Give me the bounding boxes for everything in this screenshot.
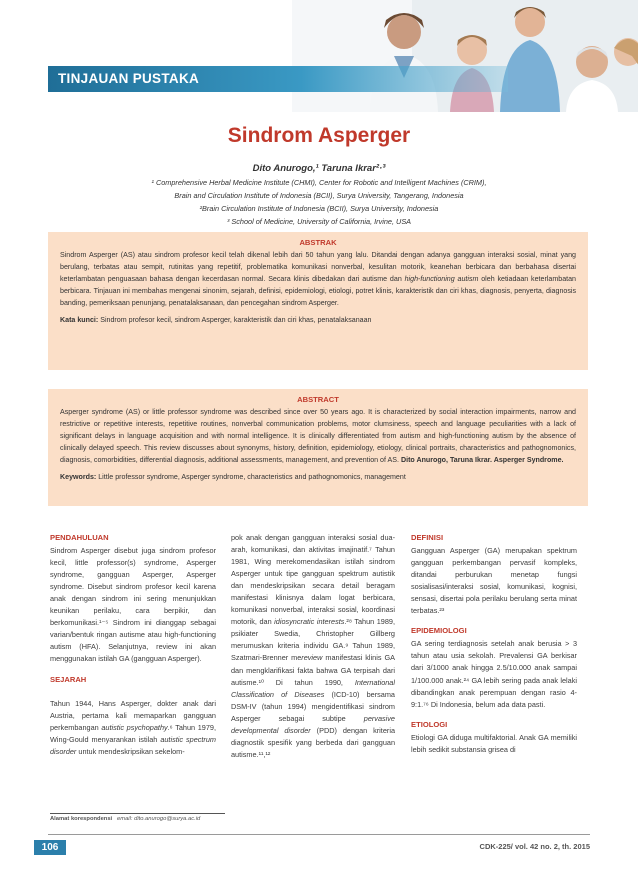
section-band [48, 66, 508, 92]
paragraph-etiologi: Etiologi GA diduga multifaktorial. Anak GA memiliki lebih sedikit substansia grisea di [411, 732, 577, 754]
paragraph-sejarah-start: Tahun 1944, Hans Asperger, dokter anak dari Austria, pertama kali memaparkan gangguan perkembangan autistic psychopathy.⁶ Tahun 1979, Wing-Gould menyarankan istilah autistic spectrum disorder untuk mendeskripsikan sekelom- [50, 699, 216, 757]
abstract-citation: Dito Anurogo, Taruna Ikrar. Asperger Syndrome. [399, 456, 564, 465]
abstract-keywords [60, 473, 576, 481]
body-column-1-flow [50, 698, 216, 810]
abstract-text [60, 406, 576, 466]
affiliation-line: ¹ Comprehensive Herbal Medicine Institute (CHMI), Center for Robotic and Intelligent Machines (CRIM), [151, 178, 487, 187]
footer-rule [48, 834, 590, 835]
section-label: TINJAUAN PUSTAKA [58, 71, 200, 86]
body-column-1 [50, 532, 216, 687]
header-photo [292, 0, 638, 112]
correspondence-rule [50, 813, 225, 814]
abstract-text-body: Asperger syndrome (AS) or little professor syndrome was described since over 50 years ago. It is characterized by social interaction impairments, narrow and restrictive or repetitive interests, repetitive routines, nonverbal communication problems, motor clumsiness, speech and language peculiarities with a lack of significant delays in language acquisition and with normal intelligence. It is clinically differentiated from autism and high-functioning autism by the absence of clinically delayed speech. This review discusses about synonyms, history, definition, epidemiology, etiology, clinical portraits, characteristics and pathognomonics, diagnosis, comorbidities, differential diagnosis, additional assessments, management, and prevention of AS. [60, 408, 576, 465]
paragraph-epidemiologi: GA sering terdiagnosis setelah anak berusia > 3 tahun atau usia sekolah. Prevalensi GA berkisar dari 3/1000 anak hingga 2.5/10.000 anak sampai 1/100.000 anak.²⁴ GA lebih sering pada anak lelaki dibandingkan anak perempuan dengan rasio 4-9:1.⁷⁶ Di Indonesia, belum ada data pasti. [411, 639, 577, 709]
abstrak-keywords [60, 316, 576, 324]
body-column-2 [231, 532, 395, 810]
abstrak-text-italic: high-functioning autism [404, 275, 479, 284]
paragraph-pendahuluan: Sindrom Asperger disebut juga sindrom profesor kecil, little professor(s) syndrome, Asperger syndrome, gangguan Asperger, Asperger syndrome. Disebut sindrom profesor kecil karena anak dengan sindrom ini sering menunjukkan keunikan perilaku, cara berpikir, dan berkomunikasi.¹⁻⁵ Sindrom ini dianggap sebagai varian/bentuk ringan autisme atau high-functioning autism (HFA). Selanjutnya, review ini akan menggunakan istilah GA (gangguan Asperger). [50, 546, 216, 664]
affiliation-line: Brain and Circulation Institute of Indonesia (BCII), Surya University, Tangerang, Indonesia [174, 191, 464, 200]
heading-sejarah: SEJARAH [50, 674, 87, 684]
affiliations [40, 176, 598, 228]
article-title: Sindrom Asperger [227, 124, 411, 147]
abstrak-heading: ABSTRAK [299, 238, 337, 247]
abstrak-keywords-text: Sindrom profesor kecil, sindrom Asperger, karakteristik dan ciri khas, penatalaksanaan [98, 316, 372, 325]
abstract-heading: ABSTRACT [297, 395, 339, 404]
heading-pendahuluan: PENDAHULUAN [50, 533, 109, 542]
abstract-keywords-text: Little professor syndrome, Asperger syndrome, characteristics and pathognomonics, management [96, 473, 406, 482]
heading-definisi: DEFINISI [411, 533, 444, 542]
paragraph-definisi: Gangguan Asperger (GA) merupakan spektrum gangguan perkembangan pervasif kompleks, ditandai perburukan menetap fungsi sosialisasi/interaksi sosial, komunikasi, kognisi, sensasi, disertai pola perilaku berulang serta minat terbatas.²³ [411, 546, 577, 616]
affiliation-line: ³ School of Medicine, University of California, Irvine, USA [226, 217, 412, 226]
correspondence-email[interactable]: email: dito.anurogo@surya.ac.id [117, 816, 201, 822]
abstrak-keywords-label: Kata kunci: [60, 316, 99, 325]
paragraph-sejarah-cont: pok anak dengan gangguan interaksi sosial dua-arah, komunikasi, dan aktivitas imajinatif.⁷ Tahun 1981, Wing merekomendasikan istilah sindrom Asperger untuk tipe gangguan spektrum autistik dan mendeskripsikan secara detail beragam manifestasi klinisnya dalam logat berbicara, komunikasi nonverbal, interaksi sosial, koordinasi motorik, dan idiosyncratic interests.²⁸ Tahun 1989, psikiater Swedia, Christopher Gillberg merumuskan kriteria individu GA.⁹ Tahun 1989, Szatmari-Brenner mereview manifestasi klinis GA dan mengklarifikasi fakta bahwa GA terpisah dari autisme.¹⁰ Di tahun 1990, International Classification of Diseases (ICD-10) bersama DSM-IV (tahun 1994) mengidentifikasi sindrom Asperger sebagai subtipe pervasive developmental disorder (PDD) dengan kriteria diagnostik spesifik yang berbeda dari gangguan autisme.¹¹,¹² [231, 533, 395, 759]
article-authors: Dito Anurogo,¹ Taruna Ikrar²·³ [252, 163, 386, 174]
journal-reference: CDK-225/ vol. 42 no. 2, th. 2015 [479, 842, 590, 851]
heading-epidemiologi: EPIDEMIOLOGI [411, 626, 467, 636]
correspondence-label: Alamat korespondensi [50, 816, 113, 822]
heading-etiologi: ETIOLOGI [411, 719, 448, 729]
abstrak-text-2: oleh ketiadaan keterlambatan berbicara. Tinjauan ini membahas mengenai sinonim, sejarah, definisi, epidemiologi, etiologi, potret klinis, karakteristik dan ciri khas, diagnosis, penyerta, diagnosis banding, pemeriksaan penunjang, penatalaksanaan, dan pencegahan sindrom Asperger. [60, 275, 577, 308]
medical-staff-illustration [292, 0, 638, 112]
abstrak-text [60, 249, 576, 309]
abstract-box [48, 389, 588, 506]
page-number: 106 [34, 840, 66, 855]
body-column-3 [411, 532, 577, 810]
abstrak-box [48, 232, 588, 370]
abstract-keywords-label: Keywords: [60, 473, 97, 482]
affiliation-line: ²Brain Circulation Institute of Indonesia (BCII), Surya University, Indonesia [199, 204, 439, 213]
correspondence-note [50, 816, 200, 822]
abstrak-text-1: Sindrom Asperger (AS) atau sindrom profesor kecil telah dikenal lebih dari 50 tahun yang lalu. Ditandai dengan adanya gangguan interaksi sosial, minat yang berulang, terbatas atau sempit, rutinitas yang repetitif, problematika komunikasi nonverbal, kesulitan motorik, keanehan berbicara dan berbahasa disertai keterlambatan penguasaan bahasa dengan kecerdasan normal. Secara klinis dibedakan dari autisme dan [60, 251, 576, 284]
